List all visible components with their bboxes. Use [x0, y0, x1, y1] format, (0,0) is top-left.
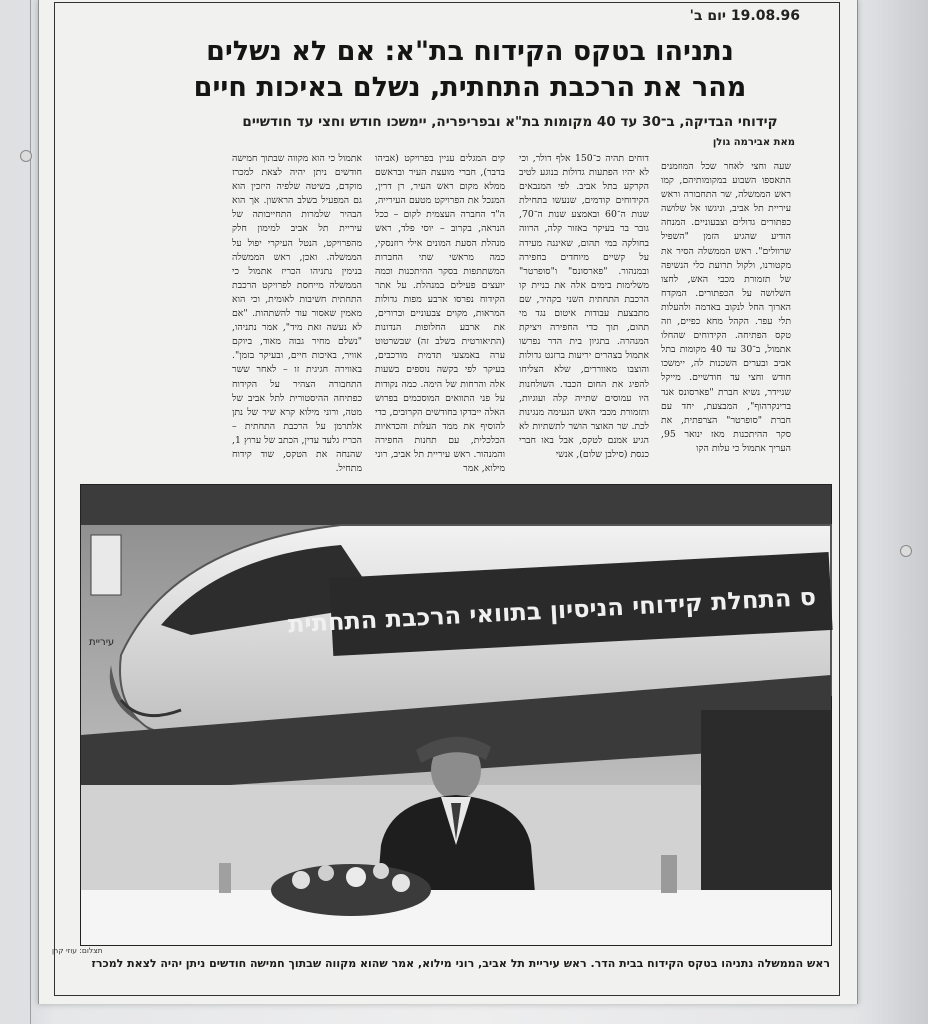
article-photo [80, 484, 832, 946]
banner-text: ס התחלת קידוחי הניסיון בתוואי הרכבת התחתית [287, 582, 817, 639]
article-column-2: דוחים תהיה כ־150 אלף דולר, וכי לא יהיו הפתעות גדולות בנוגע לטיב הקרקע בתל אביב. לפי המנבאים הקידוחים קודמים, שנעשו בתחילת שנות ה־60 ובאמצע שנות ה־70, גובר בר בעיקר באזור קלה, הרווה בחולקה במי תהום, שאיננה מעידה על קשיים מיוחדים בחפירה ובמנהור. "פארסונס" ו"סופרטר" משלימות בימים אלה את בניית קו הרכבת התחתית השני בקהיר, שם מתבצעת עבודות איטום נגד מי תהום, תוך כדי החפירה ויציקת המנהרה. בתגיון בית הדר נפרשו אתמול בצהרים יריעות ברזנט גדולות והוצבו מאווררים, שלא הצליחו להפיג את החום הכבד. השולחנות היו עמוסים שתייה קלה ועוגיות, ותזמורת מכבי האש הנעימה מנגינות לכת. שר האוצר הושר לתשתיות לא הגיע אמנם לטקס, אבל באו חברי כנסת (סילבן שלום), אנשי [519, 153, 649, 460]
article-column-3: קים המגלים עניין בפרויקט (אביהו בדבר), חברי מועצת העיר ובראשם ממלא מקום ראש העיר, רן דרין, המנכל את הפרויקט מטעם העירייה, ה"ד החברה העצמית לקום – ככל הנראה, בקרוב – יוסי פלד, ראש מנהלת הסעת המונים אילי רוזנסקי, כמה מראשי שתי החברות המשתתפות בסקר ההיתכנות וכמה יועצים פעילים במנהלת. על אתר הקידוח נפרסו ארבע מפות גדולות המראות, מקוים צבעוניים וברורים, את ארבע החלופות הנדונות (התיאורטית בשלב זה) שבשרטוט ערה באמצעי תדמית מורכבים, בעיקר לפי בקשה נוספים בשעות אלה והרחות של הימה. כמה נקודות על פני התוואים המוסכמים בפרוש האלה ייבדקו בחודשים הקרובים, כדי להוסיף את ממד העלות והכדאיות הכלכלית, עם תחנות החפירה והמנהור. ראש עיריית תל אביב, רוני מילוא, אמר [375, 153, 505, 475]
headline-line-2: מהר את הרכבת התחתית, נשלם באיכות חיים [193, 72, 747, 103]
punch-hole [900, 545, 912, 557]
photo-illustration [81, 485, 831, 945]
municipality-logo-text: עיריית [89, 637, 115, 648]
byline: מאת אבירמה גולן [712, 137, 795, 148]
subheadline: קידוחי הבדיקה, ב־30 עד 40 מקומות בת"א ובפריפריה, יימשכו חודש וחצי עד חודשיים [242, 114, 778, 130]
photo-credit: תצלום: עוזי קרן [52, 946, 103, 955]
article-column-1: שעה וחצי לאחר שכל המוזמנים התאספו השבוע במקומותיהם, קמו ראש הממשלה, שר התחבורה וראש עיריית תל אביב, וניגשו אל שלושה כפתורים גדולים וצבעוניים. המנחה הודיע שהגיע הזמן "השפיל שרוולים". ראש הממשלה הסיר את מקטורנו, ולקול תרועת כלי הנשיפה של תזמורת מכבי האש, לחצו השלושה על הכפתורים. המקדח הארוך החל לנקוב באדמה ולהעלות תלי עפר. הקהל מחא כפיים, וזה טקס הפתיחה. הקידוחים שהחלו אתמול, ב־30 עד 40 מקומות בתל אביב ובערים השכנות לה, יימשכו חודש וחצי עד חודשיים. מייקל שניידר, נשיא חברת "פארסונס אנד ברינקרהוף", המבצעת, יחד עם חברת "סופרטר" הצרפתית, את סקר ההיתכנות מאז ינואר 95, העריך אתמול כי עלות הקו [661, 161, 791, 454]
publication-date: 19.08.96 יום ב' [689, 8, 800, 24]
headline-line-1: נתניהו בטקס הקידוח בת"א: אם לא נשלים [206, 36, 734, 67]
article-column-4: אתמול כי הוא מקווה שבתוך חמישה חודשים ניתן יהיה לצאת למכרז מוקדם, בשיטה שלפיה היזכין הוא גם המפעיל בשלב הראשון. אך הוא הבהיר שלמרות התחייבותה של עיריית תל אביב למימון חלק מהפרויקט, הנטל העיקרי יפול על הממשלה. ואכן, ראש הממשלה בנימין נתניהו הכריז אתמול כי הממשלה מייחסת לפרויקט הרכבת התחתית חשיבות לאומית, וכי הוא מאמין שאסור עוד להשתהות. "אם לא נעשה זאת מיד", אמר נתניהו, "נשלם מחיר גבוה מאוד, ביוקם אוויר, באיכות חיים, ובעיקר בזמן". באווירה חגיגית זו – לאחר ששר התחבורה הצהיר על הקידוח כפתיחה ההיסטורית לתל אביב של מטה, ורוני מילוא קרא שיר של נתן אלתרמן על הרכבת התחתית – הכריז גלעד עדין, הכתב של ערוץ 1, שהנחה את הטקס, שוד קידוח מתחיל. [232, 153, 362, 475]
punch-hole [20, 150, 32, 162]
photo-caption: ראש הממשלה נתניהו בטקס הקידוח בבית הדר. ראש עיריית תל אביב, רוני מילוא, אמר שהוא מקווה שבתוך חמישה חודשים ניתן יהיה לצאת למכרז [91, 957, 830, 970]
